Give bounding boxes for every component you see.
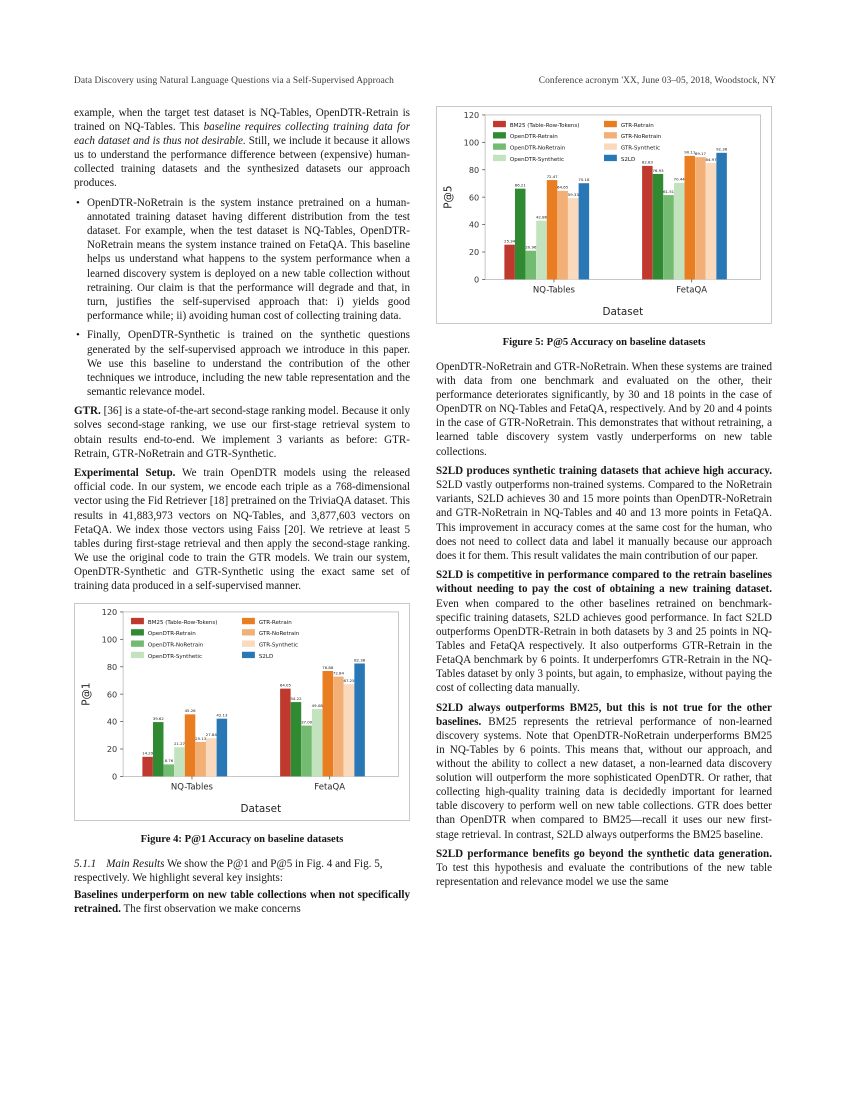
svg-text:120: 120 [101,606,118,617]
svg-text:P@1: P@1 [80,682,93,706]
svg-text:GTR-NoRetrain: GTR-NoRetrain [620,134,662,141]
svg-text:25.34: 25.34 [504,238,516,244]
svg-text:OpenDTR-NoRetrain: OpenDTR-NoRetrain [147,642,204,649]
para-continued-italic: baseline requires collecting training data for each dataset and is thus not desirable. [74,121,411,148]
svg-text:37.09: 37.09 [301,718,313,724]
svg-text:GTR-Retrain: GTR-Retrain [620,122,654,129]
svg-text:GTR-NoRetrain: GTR-NoRetrain [258,630,300,637]
svg-text:P@5: P@5 [442,185,455,209]
svg-text:S2LD: S2LD [258,653,274,660]
svg-text:OpenDTR-Retrain: OpenDTR-Retrain [509,134,558,141]
svg-text:49.08: 49.08 [311,702,323,708]
paragraph-continued [74,106,410,191]
running-header-right: Conference acronym 'XX, June 03–05, 2018, Woodstock, NY [538,76,776,86]
section-title: Main Results [106,857,165,870]
figure-4-caption: Figure 4: P@1 Accuracy on baseline datasets [140,833,344,845]
svg-text:0: 0 [473,274,480,285]
svg-text:39.62: 39.62 [152,715,164,721]
svg-text:80: 80 [106,661,118,672]
svg-text:54.22: 54.22 [290,695,302,701]
experimental-setup-body: We train OpenDTR models using the released official code. In our system, we encode each triple as a 768-dimensional vector using the Fid Retriever [18] pretrained on the TriviaQA dataset. This results in 41,883,973 vectors on NQ-Tables, and 3,877,603 vectors on FetaQA. We index those vectors using Faiss [20]. We retrieve at least 5 tables during first-stage retrieval and then apply the second-stage ranking. We use the original code to train the GTR models. We train our system, OpenDTR-Synthetic and GTR-Synthetic using the exact same set of training data produced in a self-supervised manner. [74,467,410,592]
svg-text:60: 60 [468,192,480,203]
svg-text:40: 40 [106,716,118,727]
experimental-setup-paragraph [74,466,410,593]
insight-2-paragraph [436,464,772,563]
right-paragraph-1: OpenDTR-NoRetrain and GTR-NoRetrain. When these systems are trained with data from one benchmark and evaluated on the other, their performance deteriorates significantly, by 30 and 18 points in the case of OpenDTR on NQ-Tables and FetaQA, respectively. And by 20 and 4 points in the case of GTR-NoRetrain. This demonstrates that without retraining, a learned table discovery system vastly underperforms on new table collections. [436,361,772,458]
insight-5-paragraph [436,847,772,889]
svg-text:OpenDTR-Synthetic: OpenDTR-Synthetic [147,653,203,660]
svg-text:S2LD: S2LD [620,156,636,163]
section-number: 5.1.1 [74,857,97,870]
svg-text:61.51: 61.51 [663,188,675,194]
svg-text:70.18: 70.18 [578,177,590,183]
svg-text:NQ-Tables: NQ-Tables [170,781,213,792]
svg-text:OpenDTR-Synthetic: OpenDTR-Synthetic [509,156,565,163]
svg-text:70.44: 70.44 [673,176,685,182]
svg-text:76.88: 76.88 [322,664,334,670]
svg-text:72.84: 72.84 [332,669,344,675]
svg-text:76.93: 76.93 [652,167,664,173]
running-header-left: Data Discovery using Natural Language Questions via a Self-Supervised Approach [74,76,394,86]
insight-5-lead: S2LD performance benefits go beyond the synthetic data generation. [436,848,772,861]
insight-3-lead: S2LD is competitive in performance compared to the retrain baselines without needing to pay the cost of obtaining a new training dataset. [436,569,772,596]
svg-text:40: 40 [468,219,480,230]
svg-text:120: 120 [463,110,480,121]
figure-4 [74,603,410,845]
para-continued-part1: example, when the target test dataset is NQ-Tables, OpenDTR-Retrain is trained on NQ-Tables. This [74,107,410,134]
list-item [87,196,410,323]
section-body: We show the P@1 and P@5 in Fig. 4 and Fig. 5, respectively. We highlight several key insights: [74,857,383,884]
figure-5-chart [436,106,772,324]
svg-text:60: 60 [106,688,118,699]
svg-text:FetaQA: FetaQA [676,285,708,296]
svg-text:42.13: 42.13 [216,712,228,718]
svg-text:BM25 (Table-Row-Tokens): BM25 (Table-Row-Tokens) [147,619,218,626]
svg-text:90.11: 90.11 [684,149,696,155]
gtr-lead: GTR. [74,405,101,418]
svg-text:82.38: 82.38 [354,656,366,662]
gtr-paragraph [74,404,410,460]
svg-text:67.25: 67.25 [343,677,355,683]
svg-text:Dataset: Dataset [602,306,644,319]
insight-5-body: To test this hypothesis and evaluate the contributions of the new table representation and relevance model we use the same [436,862,772,889]
figure-5 [436,106,772,348]
experimental-setup-lead: Experimental Setup. [74,467,176,480]
svg-text:GTR-Retrain: GTR-Retrain [258,619,292,626]
baseline-bullet-list [74,196,410,399]
two-column-body [74,106,776,921]
svg-text:89.17: 89.17 [694,151,706,157]
svg-text:21.27: 21.27 [173,740,186,746]
svg-text:OpenDTR-NoRetrain: OpenDTR-NoRetrain [509,145,566,152]
svg-text:72.47: 72.47 [546,173,558,179]
svg-text:NQ-Tables: NQ-Tables [532,285,575,296]
svg-text:0: 0 [111,771,118,782]
insight-4-paragraph [436,701,772,842]
section-heading-5-1-1 [74,857,410,885]
svg-text:42.86: 42.86 [535,214,548,220]
svg-text:64.65: 64.65 [557,184,569,190]
insight-2-body: S2LD vastly outperforms non-trained systems. Compared to the NoRetrain variants, S2LD achieves 30 and 15 more points than OpenDTR-NoRetrain and GTR-NoRetrain in NQ-Tables and 40 and 13 more points in FetaQA. This improvement in accuracy comes at the same cost for the human, who does not need to collect data and label it manually because our approach does it for them. This result validates the main contribution of our paper. [436,479,772,562]
svg-text:27.84: 27.84 [205,731,217,737]
insight-3-body: Even when compared to the other baselines retrained on benchmark-specific training datasets, S2LD achieves good performance. In fact S2LD outperforms OpenDTR-Retrain in both datasets by 3 and 25 points in NQ-Tables and FetaQA respectively. It also outperforms GTR-Retrain in the FetaQA benchmark by 6 points. It underperfomrs GTR-Retrain in the NQ-Tables dataset by only 3 points, but again, to emphasize, without paying the cost of collecting data manually. [436,597,772,695]
svg-text:20.96: 20.96 [525,244,537,250]
insight-4-body: BM25 represents the retrieval performance of non-learned discovery systems. Note that OpenDTR-NoRetrain underperforms BM25 in NQ-Tables by 6 points. This means that, without our approach, and without the ability to collect a new dataset, a non-learned data discovery solution will outperform the more sophisticated OpenDTR. Or rather, that collecting high-quality training data is decidedly important for learned table discovery to perform well on new table collections. GTR does better than OpenDTR when compared to BM25—recall it uses our new first-stage retrieval. In contrast, S2LD always outperforms the BM25 baseline. [436,715,772,841]
para-continued-part2: Still, we include it because it allows us to understand the performance difference between (expensive) human-collected training datasets and the synthesized datasets our approach produces. [74,135,410,190]
insight-1-paragraph [74,888,410,916]
svg-text:Dataset: Dataset [240,802,282,815]
svg-text:66.21: 66.21 [514,182,526,188]
svg-text:20: 20 [468,247,480,258]
svg-text:64.05: 64.05 [279,682,291,688]
figure-5-svg [437,107,771,323]
svg-text:GTR-Synthetic: GTR-Synthetic [620,145,661,152]
svg-text:FetaQA: FetaQA [314,781,346,792]
svg-text:8.76: 8.76 [164,757,174,763]
insight-2-lead: S2LD produces synthetic training datasets that achieve high accuracy. [436,465,772,478]
svg-text:BM25 (Table-Row-Tokens): BM25 (Table-Row-Tokens) [509,122,580,129]
figure-4-chart [74,603,410,821]
svg-text:100: 100 [101,634,118,645]
gtr-body: [36] is a state-of-the-art second-stage ranking model. Because it only solves second-stage ranking, we use our first-stage retrieval system to obtain results end-to-end. We implement 3 variants as before: GTR-Retrain, GTR-NoRetrain and GTR-Synthetic. [74,405,410,460]
running-header [74,76,776,88]
left-column [74,106,410,921]
svg-text:92.36: 92.36 [716,146,728,152]
svg-text:45.26: 45.26 [184,707,196,713]
bullet-text: OpenDTR-NoRetrain is the system instance pretrained on a human-annotated training dataset having different distribution from the test dataset. For example, when the test dataset is NQ-Tables, OpenDTR-NoRetrain means the system instance trained on FetaQA. This baseline helps us understand what happens to the system performance when a learned discovery system is deployed on a new table collection without retraining. Our claim is that the performance will degrade and that, in turn, justifies the self-supervised approach that: i) yields good performance while; ii) avoiding human cost of collecting training data. [87,197,410,322]
svg-text:20: 20 [106,743,118,754]
svg-text:25.13: 25.13 [195,735,207,741]
svg-text:82.83: 82.83 [641,159,653,165]
bullet-text: Finally, OpenDTR-Synthetic is trained on the synthetic questions generated by the self-supervised approach we introduce in this paper. We use this baseline to understand the contribution of the other techniques we introduce, including the new table representation and the semantic relevance model. [87,329,410,398]
right-column [436,106,772,921]
figure-5-caption: Figure 5: P@5 Accuracy on baseline datasets [502,337,706,348]
svg-text:100: 100 [463,137,480,148]
svg-text:80: 80 [468,164,480,175]
svg-text:14.29: 14.29 [142,750,154,756]
svg-text:GTR-Synthetic: GTR-Synthetic [258,642,299,649]
svg-text:OpenDTR-Retrain: OpenDTR-Retrain [147,630,196,637]
insight-1-lead: Baselines underperform on new table collections when not specifically retrained. [74,888,410,915]
figure-4-svg [75,604,409,820]
svg-text:84.97: 84.97 [705,156,717,162]
insight-4-lead: S2LD always outperforms BM25, but this is not true for the other baselines. [436,701,772,728]
insight-1-body: The first observation we make concerns [120,902,301,915]
insight-3-paragraph [436,568,772,695]
svg-text:59.33: 59.33 [567,191,579,197]
list-item [87,328,410,398]
